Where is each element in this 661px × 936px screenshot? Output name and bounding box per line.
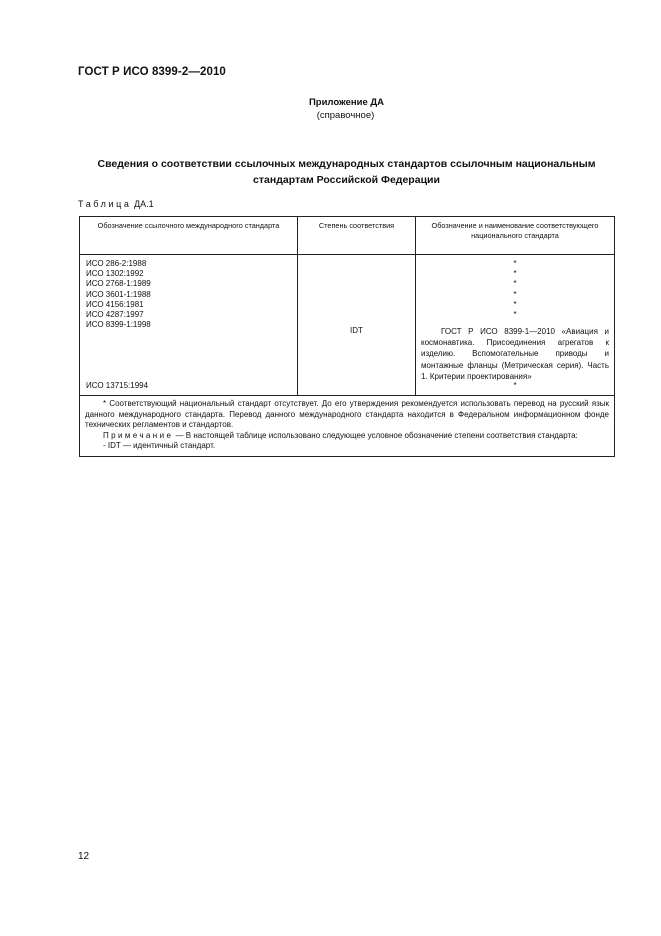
star-mark: *: [513, 381, 517, 390]
table-header-row: [80, 217, 615, 255]
list-item: ИСО 4287:1997: [86, 310, 144, 320]
section-title-line-2: стандартам Российской Федерации: [253, 174, 440, 186]
header-national-standard: Обозначение и наименование соответствующего национального стандарта: [416, 217, 615, 255]
table-caption: [78, 199, 154, 209]
cell-degree: [298, 255, 416, 396]
star-mark: *: [513, 259, 517, 268]
note-text: — В настоящей таблице использовано следующее условное обозначение степени соответствия стандарта:: [175, 430, 578, 440]
table-notes: [80, 396, 615, 457]
page-number: 12: [78, 851, 90, 862]
list-item: ИСО 13715:1994: [86, 381, 149, 390]
footnote: * Соответствующий национальный стандарт отсутствует. До его утверждения рекомендуется использовать перевод на русский язык данного международного стандарта. Перевод данного международного стандарта находится в Федеральном информационном фонде технических регламентов и стандартов.: [85, 399, 609, 430]
list-item: ИСО 2768-1:1989: [86, 279, 151, 289]
star-mark: *: [513, 299, 517, 309]
star-mark: *: [513, 279, 517, 289]
note: [85, 431, 609, 442]
correspondence-table: [79, 216, 615, 457]
list-item: ИСО 286-2:1988: [86, 259, 147, 268]
table-caption-word: Таблица: [78, 199, 132, 209]
note-label: Примечание: [103, 430, 174, 440]
star-mark: *: [513, 289, 517, 299]
list-item: ИСО 3601-1:1988: [86, 289, 151, 299]
table-caption-number: ДА.1: [134, 199, 154, 209]
appendix-subtitle: (справочное): [316, 110, 375, 121]
list-item: ИСО 8399-1:1998: [86, 320, 151, 330]
star-marks: [416, 259, 614, 320]
cell-national-standard: [416, 255, 615, 396]
table-notes-row: [80, 396, 615, 457]
cell-intl-standards: [80, 255, 298, 396]
star-mark: *: [513, 269, 517, 279]
header-intl-standard: Обозначение ссылочного международного стандарта: [80, 217, 298, 255]
intl-standards-list: [86, 259, 151, 330]
appendix-title: Приложение ДА: [308, 97, 385, 108]
national-standard-title: ГОСТ Р ИСО 8399-1—2010 «Авиация и космонавтика. Присоединения агрегатов к изделию. Вспомогательные приводы и монтажные фланцы (Метрическая серия). Часть 1. Критерии проектирования»: [421, 327, 609, 381]
degree-value: IDT: [350, 326, 363, 335]
list-item: ИСО 4156:1981: [86, 299, 144, 309]
section-title-line-1: Сведения о соответствии ссылочных международных стандартов ссылочным национальным: [97, 158, 596, 170]
header-degree: Степень соответствия: [298, 217, 416, 255]
document-designation: ГОСТ Р ИСО 8399-2—2010: [78, 66, 226, 78]
note-item: - IDT — идентичный стандарт.: [103, 441, 216, 451]
table-row: [80, 255, 615, 396]
national-standard-text: [421, 326, 609, 382]
section-title: [78, 156, 615, 188]
list-item: ИСО 1302:1992: [86, 269, 144, 279]
appendix-heading: [0, 96, 661, 122]
star-mark: *: [513, 310, 517, 320]
